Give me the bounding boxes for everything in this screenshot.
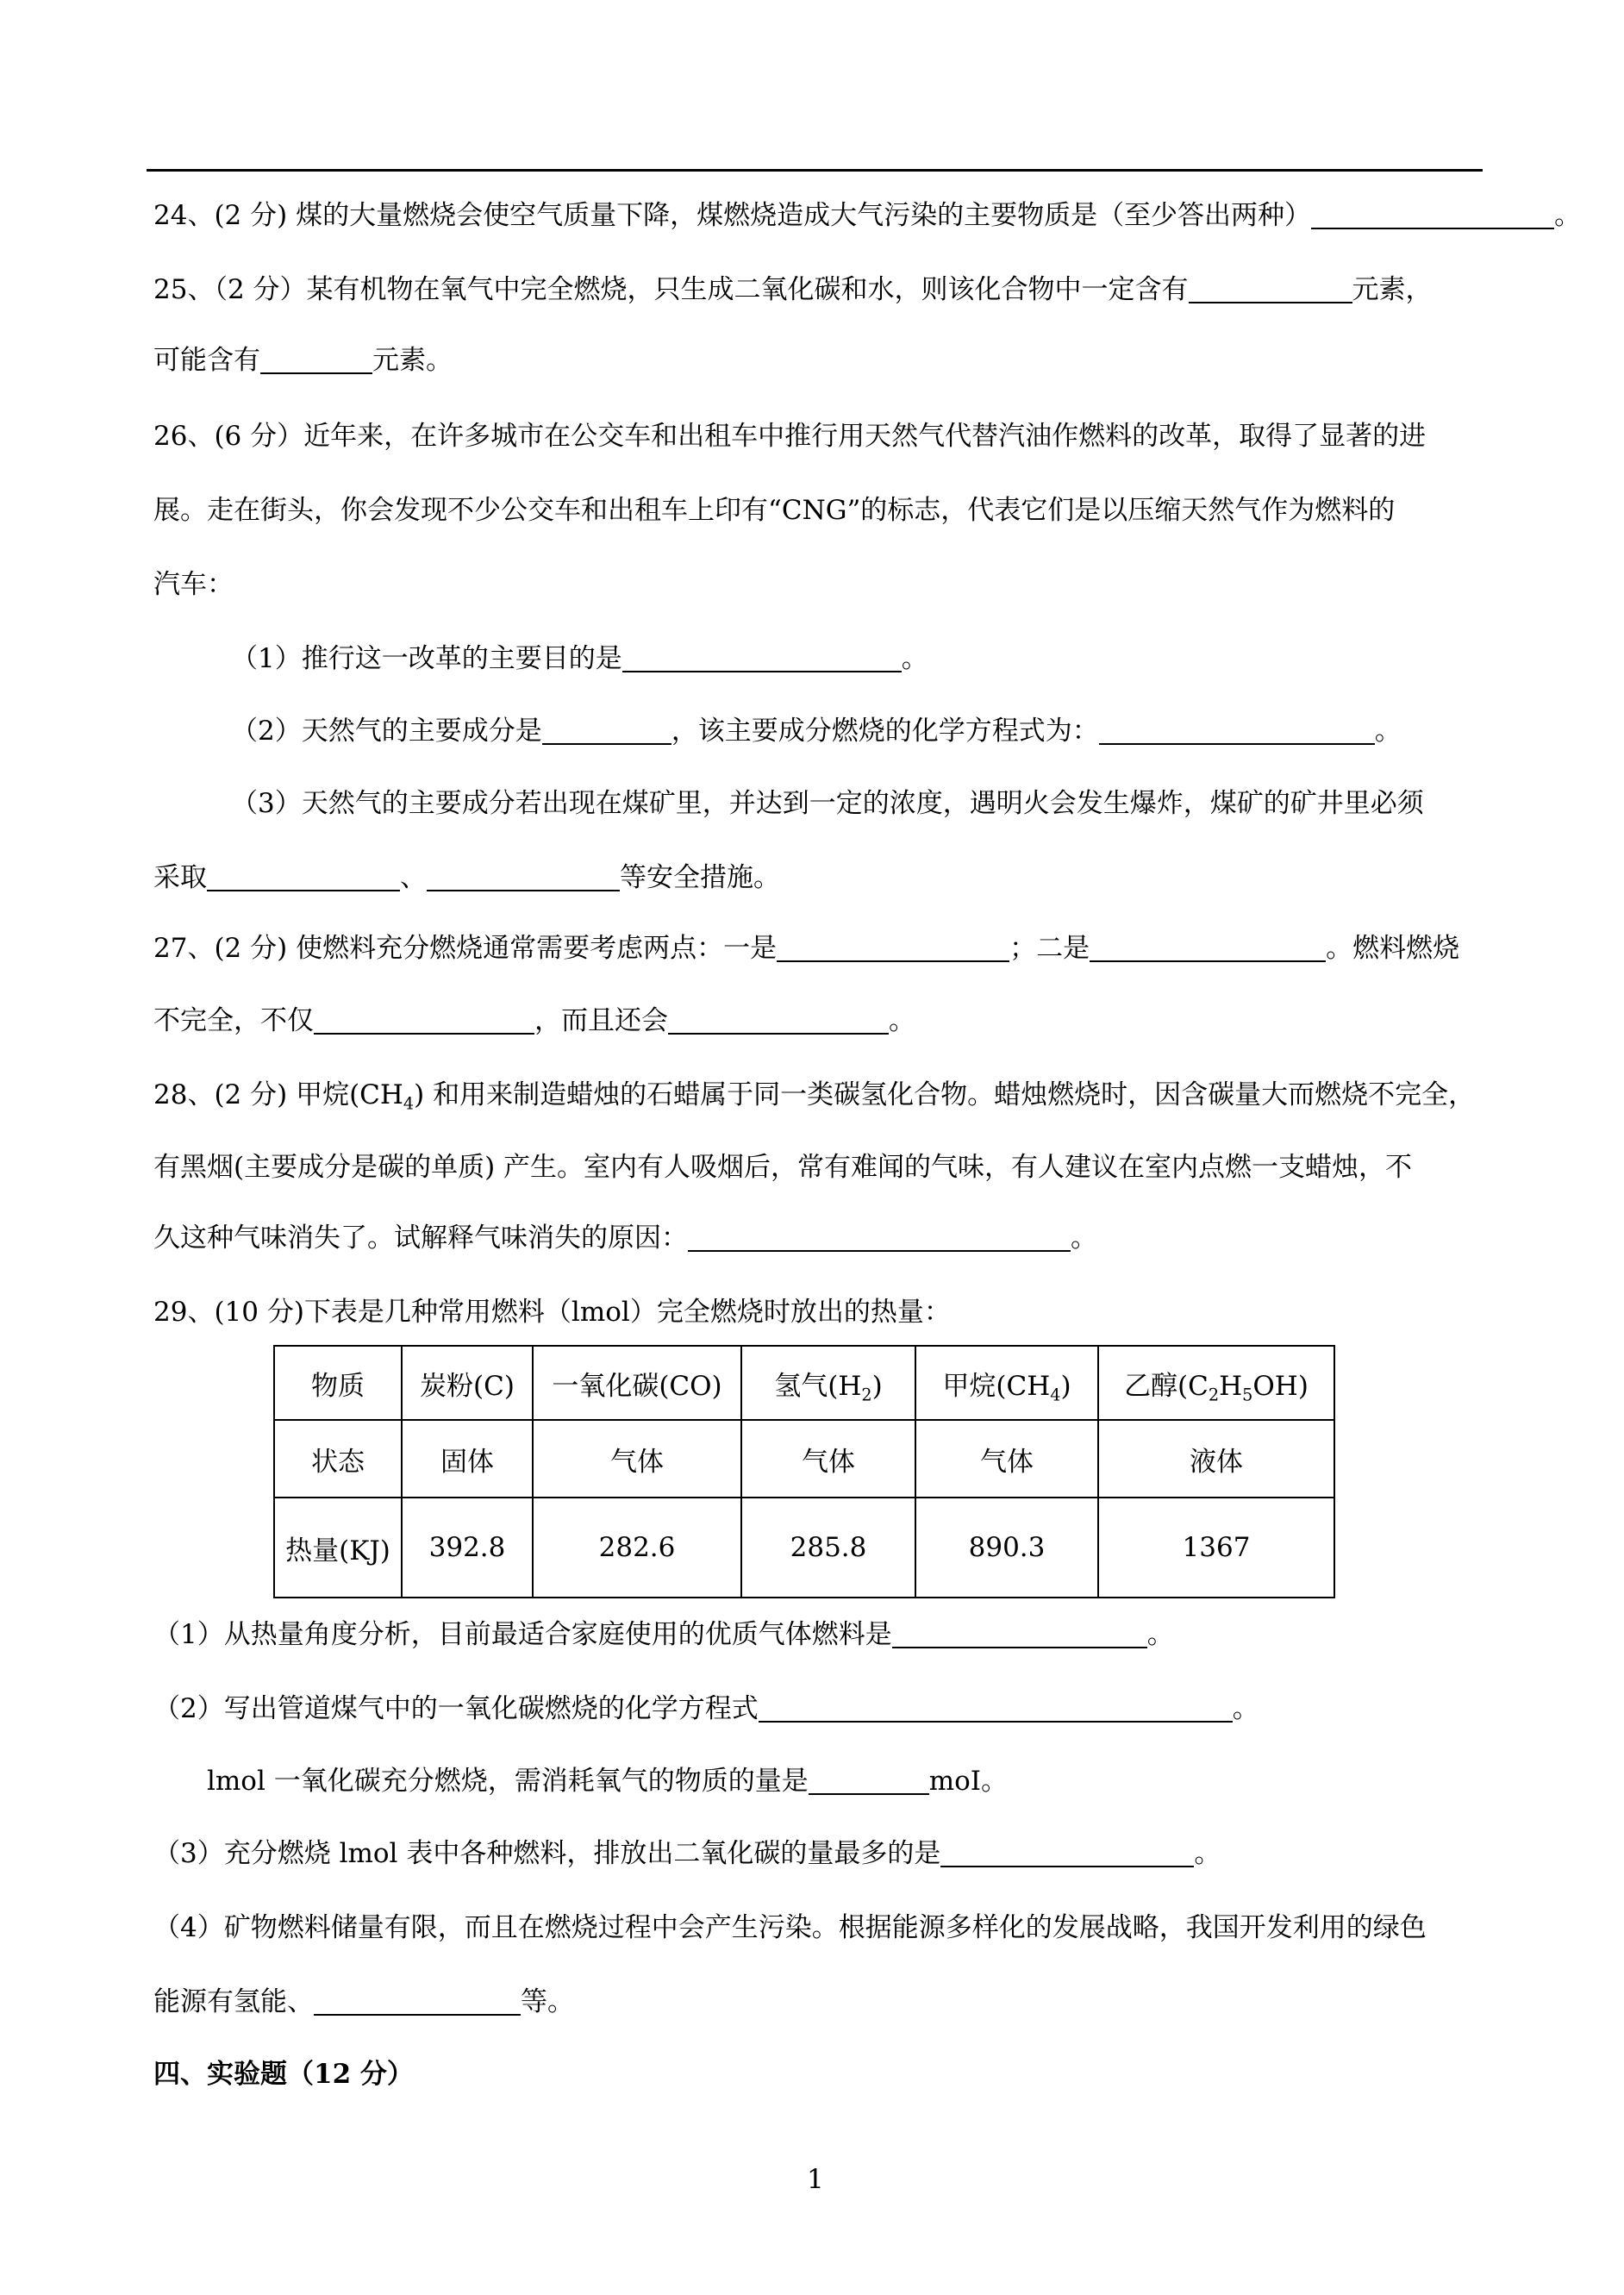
table-cell: 甲烷$(CH_4)$ [915, 1346, 1098, 1420]
answer-blank[interactable] [1311, 202, 1554, 229]
table-cell: 气体 [533, 1420, 741, 1498]
table-row [274, 1346, 1334, 1420]
question-29-part4: （4）矿物燃料储量有限，而且在燃烧过程中会产生污染。根据能源多样化的发展战略，我国开发利用的绿色 [153, 1912, 1427, 1943]
page-number: 1 [807, 2164, 824, 2195]
answer-blank[interactable] [809, 1767, 929, 1795]
question-26-part1: （1）推行这一改革的主要目的是 。 [231, 643, 928, 674]
answer-blank[interactable] [427, 864, 620, 891]
question-25: 25、（2 分）某有机物在氧气中完全燃烧，只生成二氧化碳和水，则该化合物中一定含有 元素， [153, 274, 1433, 305]
question-26-line2: 展。走在街头，你会发现不少公交车和出租车上印有“CNG”的标志，代表它们是以压缩天然气作为燃料的 [153, 495, 1396, 526]
answer-blank[interactable] [688, 1224, 1071, 1252]
answer-blank[interactable] [777, 935, 1009, 962]
table-cell: 气体 [915, 1420, 1098, 1498]
answer-blank[interactable] [207, 864, 400, 891]
fuel-heat-table [273, 1345, 1335, 1598]
question-27-cont: 不完全，不仅 ，而且还会 。 [153, 1005, 915, 1036]
answer-blank[interactable] [542, 717, 671, 745]
question-26-line3: 汽车： [153, 569, 234, 600]
question-26-part3: （3）天然气的主要成分若出现在煤矿里，并达到一定的浓度，遇明火会发生爆炸，煤矿的矿井里必须 [231, 788, 1424, 819]
question-28-line2: 有黑烟(主要成分是碳的单质) 产生。室内有人吸烟后，常有难闻的气味，有人建议在室内点燃一支蜡烛，不 [153, 1152, 1413, 1183]
table-cell: 氢气$(H_2)$ [741, 1346, 915, 1420]
question-26-part3-cont: 采取 、 等安全措施。 [153, 862, 780, 893]
table-cell: 一氧化碳(CO) [533, 1346, 741, 1420]
table-cell: 392.8 [402, 1498, 533, 1598]
answer-blank[interactable] [314, 1988, 521, 2016]
answer-blank[interactable] [668, 1007, 889, 1035]
answer-blank[interactable] [260, 347, 372, 374]
answer-blank[interactable] [759, 1695, 1233, 1723]
table-row [274, 1420, 1334, 1498]
question-24: 24、(2 分) 煤的大量燃烧会使空气质量下降，煤燃烧造成大气污染的主要物质是（至少答出两种） 。 [153, 200, 1582, 231]
table-cell: 890.3 [915, 1498, 1098, 1598]
answer-blank[interactable] [1099, 717, 1375, 745]
table-row [274, 1498, 1334, 1598]
table-cell: 热量(KJ) [274, 1498, 402, 1598]
answer-blank[interactable] [892, 1621, 1147, 1648]
table-cell: 物质 [274, 1346, 402, 1420]
table-cell: 炭粉(C) [402, 1346, 533, 1420]
answer-blank[interactable] [1090, 935, 1326, 962]
table-cell: 285.8 [741, 1498, 915, 1598]
answer-blank[interactable] [1189, 276, 1352, 303]
table-cell: 282.6 [533, 1498, 741, 1598]
question-26-line1: 26、(6 分）近年来，在许多城市在公交车和出租车中推行用天然气代替汽油作燃料的改革，取得了显著的进 [153, 421, 1427, 452]
question-29-intro: 29、(10 分)下表是几种常用燃料（lmol）完全燃烧时放出的热量： [153, 1297, 951, 1328]
question-26-part2: （2）天然气的主要成分是 ，该主要成分燃烧的化学方程式为： 。 [231, 716, 1402, 747]
question-27: 27、(2 分) 使燃料充分燃烧通常需要考虑两点：一是 ；二是 。燃料燃烧 [153, 933, 1460, 964]
table-cell: 乙醇$(C_2H_5OH)$ [1098, 1346, 1334, 1420]
question-29-part2: （2）写出管道煤气中的一氧化碳燃烧的化学方程式 。 [153, 1693, 1259, 1724]
question-29-part4-cont: 能源有氢能、 等。 [153, 1986, 574, 2017]
question-28-line1: 28、(2 分) 甲烷$(CH_4)$ 和用来制造蜡烛的石蜡属于同一类碳氢化合物。蜡烛燃烧时，因含碳量大而燃烧不完全， [153, 1079, 1476, 1114]
table-cell: 气体 [741, 1420, 915, 1498]
table-cell: 固体 [402, 1420, 533, 1498]
answer-blank[interactable] [940, 1840, 1194, 1867]
answer-blank[interactable] [622, 645, 902, 672]
section-heading: 四、实验题（12 分） [153, 2059, 414, 2090]
question-28-line3: 久这种气味消失了。试解释气味消失的原因： 。 [153, 1223, 1097, 1254]
question-29-part1: （1）从热量角度分析，目前最适合家庭使用的优质气体燃料是 。 [153, 1619, 1174, 1650]
table-cell: 液体 [1098, 1420, 1334, 1498]
question-25-cont: 可能含有 元素。 [153, 345, 453, 376]
question-29-part2-oxygen: lmol 一氧化碳充分燃烧，需消耗氧气的物质的量是 moI。 [207, 1766, 1009, 1797]
table-cell: 1367 [1098, 1498, 1334, 1598]
answer-blank[interactable] [314, 1007, 534, 1035]
question-29-part3: （3）充分燃烧 lmol 表中各种燃料，排放出二氧化碳的量最多的是 。 [153, 1838, 1221, 1869]
header-rule [147, 169, 1483, 172]
table-cell: 状态 [274, 1420, 402, 1498]
